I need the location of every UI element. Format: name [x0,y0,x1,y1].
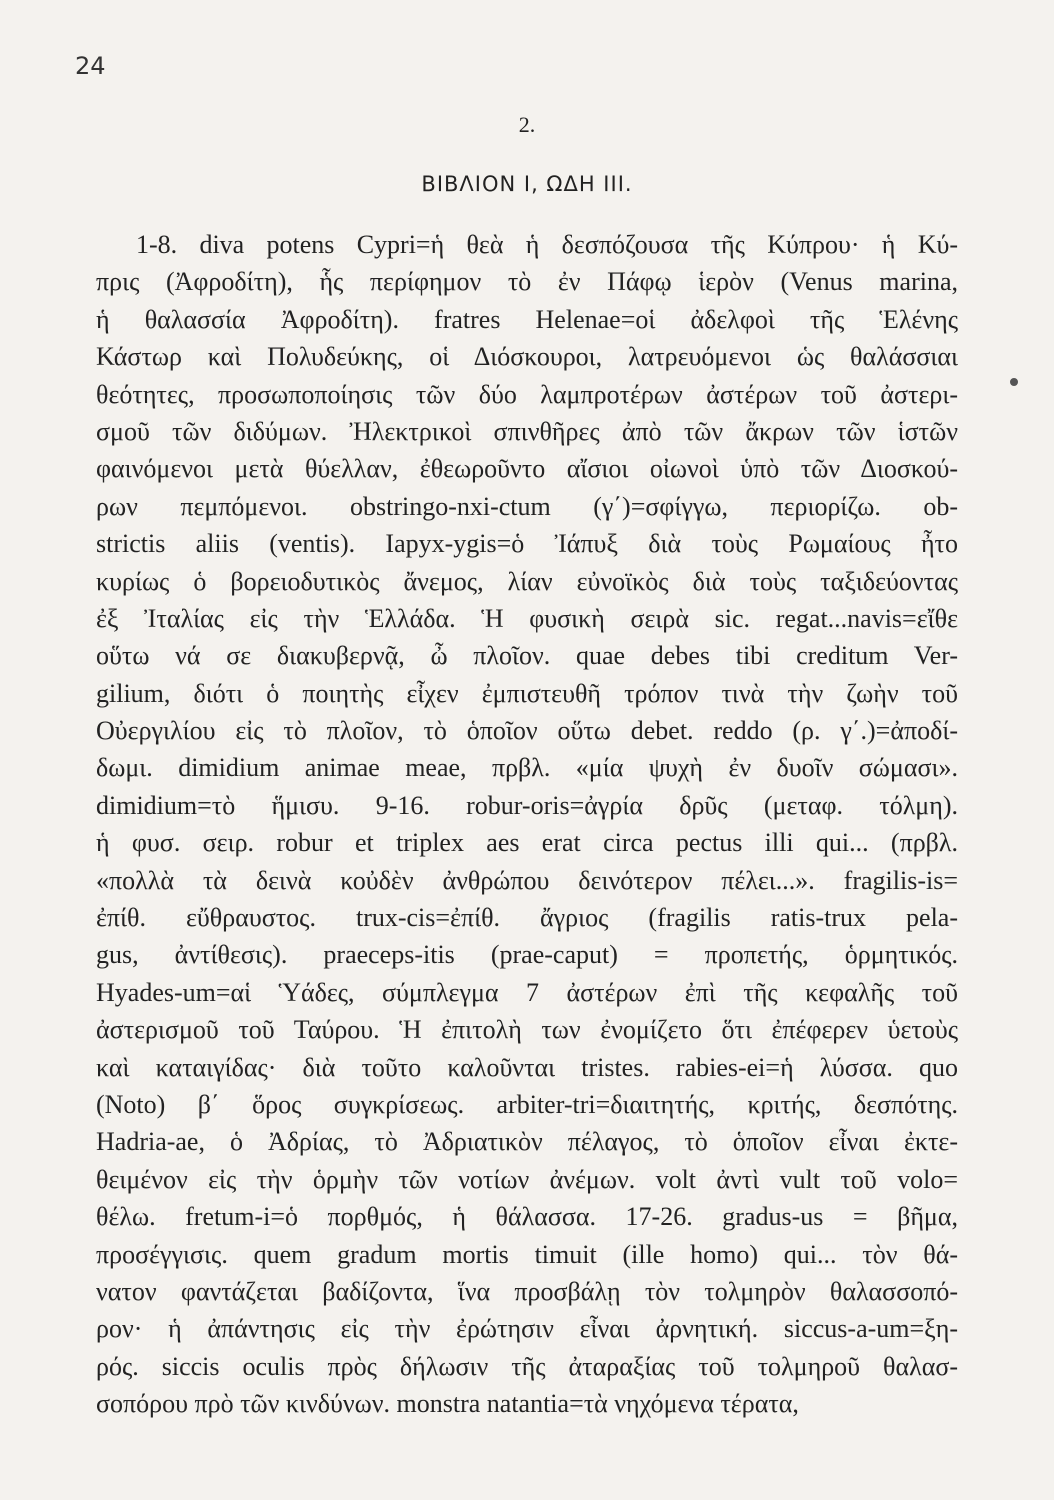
text-line: ρός. siccis oculis πρὸς δήλωσιν τῆς ἀταραξίας τοῦ τολμηροῦ θαλασ- [96,1351,958,1381]
text-line: ἐπίθ. εὔθραυστος. trux-cis=ἐπίθ. ἄγριος (fragilis ratis-trux pela- [96,903,958,933]
text-line: (Noto) β΄ ὅρος συγκρίσεως. arbiter-tri=διαιτητής, κριτής, δεσπότης. [96,1089,958,1119]
text-line: ἡ θαλασσία Ἀφροδίτη). fratres Helenae=οἱ ἀδελφοὶ τῆς Ἑλένης [96,304,958,334]
text-line: δωμι. dimidium animae meae, πρβλ. «μία ψυχὴ ἐν δυοῖν σώμασι». [96,753,958,783]
text-line: σμοῦ τῶν διδύμων. Ἠλεκτρικοὶ σπινθῆρες ἀπὸ τῶν ἄκρων τῶν ἱστῶν [96,416,958,446]
text-line: προσέγγισις. quem gradum mortis timuit (ille homo) qui... τὸν θά- [96,1239,958,1269]
text-line: ρων πεμπόμενοι. obstringo-nxi-ctum (γ΄)=σφίγγω, περιορίζω. ob- [96,491,958,521]
text-line: νατον φαντάζεται βαδίζοντα, ἵνα προσβάλῃ τὸν τολμηρὸν θαλασσοπό- [96,1276,958,1306]
text-line: θέλω. fretum-i=ὁ πορθμός, ἡ θάλασσα. 17-26. gradus-us = βῆμα, [96,1202,958,1232]
text-line: gus, ἀντίθεσις). praeceps-itis (prae-caput) = προπετής, ὁρμητικός. [96,940,958,970]
page-number: 24 [75,52,106,80]
text-line: θεότητες, προσωποποίησις τῶν δύο λαμπροτέρων ἀστέρων τοῦ ἀστερι- [96,379,958,409]
text-line: ἡ φυσ. σειρ. robur et triplex aes erat circa pectus illi qui... (πρβλ. [96,828,958,858]
chapter-title: ΒΙΒΛΙΟΝ Ι, ΩΔΗ ΙΙΙ. [421,172,633,196]
commentary-text [96,226,958,1423]
text-line: ἀστερισμοῦ τοῦ Ταύρου. Ἡ ἐπιτολὴ των ἐνομίζετο ὅτι ἐπέφερεν ὑετοὺς [96,1015,958,1045]
text-line: ἐξ Ἰταλίας εἰς τὴν Ἑλλάδα. Ἡ φυσικὴ σειρὰ sic. regat...navis=εἴθε [96,603,958,633]
text-line: dimidium=τὸ ἥμισυ. 9-16. robur-oris=ἀγρία δρῦς (μεταφ. τόλμη). [96,790,958,820]
margin-mark [1010,378,1018,386]
text-line: «πολλὰ τὰ δεινὰ κοὐδὲν ἀνθρώπου δεινότερον πέλει...». fragilis-is= [96,865,958,895]
text-line: καὶ καταιγίδας· διὰ τοῦτο καλοῦνται tristes. rabies-ei=ἡ λύσσα. quo [96,1052,958,1082]
section-number: 2. [518,112,536,137]
text-line: κυρίως ὁ βορειοδυτικὸς ἄνεμος, λίαν εὐνοϊκὸς διὰ τοὺς ταξιδεύοντας [96,566,958,596]
text-line: Hadria-ae, ὁ Ἀδρίας, τὸ Ἀδριατικὸν πέλαγος, τὸ ὁποῖον εἶναι ἐκτε- [96,1127,958,1157]
text-line: Οὐεργιλίου εἰς τὸ πλοῖον, τὸ ὁποῖον οὕτω debet. reddo (ρ. γ΄.)=ἀποδί- [96,716,958,746]
text-line: Κάστωρ καὶ Πολυδεύκης, οἱ Διόσκουροι, λατρευόμενοι ὡς θαλάσσιαι [96,342,958,372]
text-line: φαινόμενοι μετὰ θύελλαν, ἐθεωροῦντο αἴσιοι οἰωνοὶ ὑπὸ τῶν Διοσκού- [96,454,958,484]
text-line: οὕτω νά σε διακυβερνᾷ, ὦ πλοῖον. quae debes tibi creditum Ver- [96,641,958,671]
text-line: strictis aliis (ventis). Iapyx-ygis=ὁ Ἰάπυξ διὰ τοὺς Ρωμαίους ἦτο [96,529,958,559]
text-line: θειμένον εἰς τὴν ὁρμὴν τῶν νοτίων ἀνέμων. volt ἀντὶ vult τοῦ volo= [96,1164,958,1194]
text-line: σοπόρου πρὸ τῶν κινδύνων. monstra natantia=τὰ νηχόμενα τέρατα, [96,1389,799,1419]
text-line: 1-8. diva potens Cypri=ἡ θεὰ ἡ δεσπόζουσα τῆς Κύπρου· ἡ Κύ- [136,230,958,259]
text-line: gilium, διότι ὁ ποιητὴς εἶχεν ἐμπιστευθῆ τρόπον τινὰ τὴν ζωὴν τοῦ [96,678,958,708]
text-line: ρον· ἡ ἀπάντησις εἰς τὴν ἐρώτησιν εἶναι ἀρνητική. siccus-a-um=ξη- [96,1314,958,1344]
text-line: πρις (Ἀφροδίτη), ἧς περίφημον τὸ ἐν Πάφῳ ἱερὸν (Venus marina, [96,267,958,297]
text-line: Hyades-um=αἱ Ὑάδες, σύμπλεγμα 7 ἀστέρων ἐπὶ τῆς κεφαλῆς τοῦ [96,977,958,1007]
